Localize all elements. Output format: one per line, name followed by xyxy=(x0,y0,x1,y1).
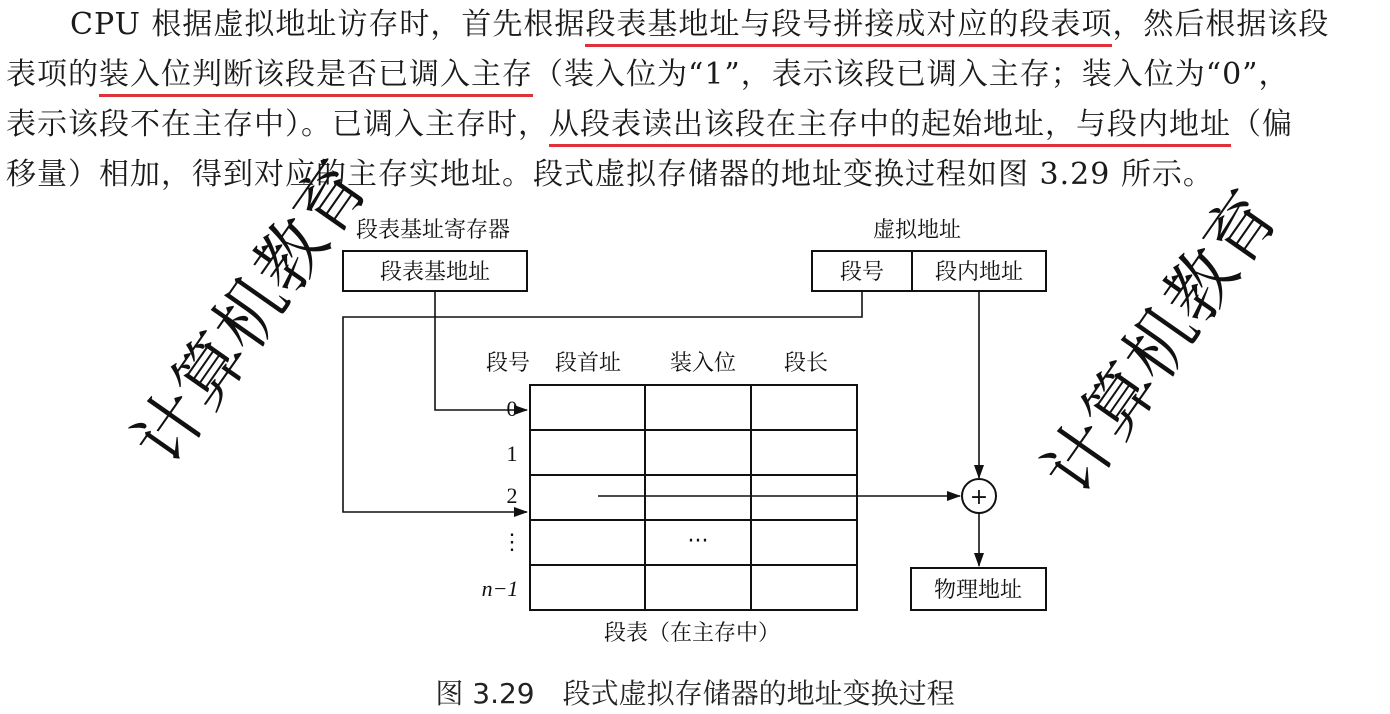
row-label-last: n−1 xyxy=(481,576,519,601)
line3-text-a: 表示该段不在主存中）。已调入主存时， xyxy=(6,107,549,142)
header-present-bit: 装入位 xyxy=(669,351,737,376)
line1-highlight: 段表基地址与段号拼接成对应的段表项 xyxy=(585,7,1112,47)
seg-base-field: 段表基地址 xyxy=(379,260,491,285)
table-ellipsis: ··· xyxy=(687,529,709,554)
adder-symbol: + xyxy=(969,485,989,510)
row-label-0: 0 xyxy=(506,396,518,421)
line2-highlight: 装入位判断该段是否已调入主存 xyxy=(99,57,533,97)
header-seg-start: 段首址 xyxy=(554,351,622,376)
line1-text-a: CPU 根据虚拟地址访存时，首先根据 xyxy=(70,7,586,42)
line2-text-c: （装入位为“1”，表示该段已调入主存；装入位为“0”， xyxy=(533,57,1290,92)
line1-text-c: ，然后根据该段 xyxy=(1112,7,1330,42)
virtual-address-label: 虚拟地址 xyxy=(872,218,962,243)
line3-highlight: 从段表读出该段在主存中的起始地址，与段内地址 xyxy=(549,107,1231,147)
watermark-text-right: 计算机教育 xyxy=(1026,176,1295,510)
header-seg-number: 段号 xyxy=(485,351,531,376)
segment-table xyxy=(530,385,857,610)
seg-base-register-label: 段表基址寄存器 xyxy=(355,218,511,243)
row-label-2: 2 xyxy=(506,483,518,508)
figure-caption: 图 3.29 段式虚拟存储器的地址变换过程 xyxy=(435,677,955,710)
physical-address-label: 物理地址 xyxy=(933,578,1023,603)
row-label-1: 1 xyxy=(506,441,518,466)
line2-text-a: 表项的 xyxy=(6,57,99,92)
line4-text: 移量）相加，得到对应的主存实地址。段式虚拟存储器的地址变换过程如图 3.29 所示。 xyxy=(6,157,1214,192)
row-label-vdots: ⋮ xyxy=(501,529,523,554)
header-seg-length: 段长 xyxy=(783,351,829,376)
watermark-text-left: 计算机教育 xyxy=(116,146,385,480)
seg-number-index-arrow xyxy=(343,291,862,512)
offset-field: 段内地址 xyxy=(934,260,1024,285)
line3-text-c: （偏 xyxy=(1231,107,1293,142)
seg-number-field: 段号 xyxy=(839,260,885,285)
watermark xyxy=(117,146,1295,510)
table-caption: 段表（在主存中） xyxy=(603,621,781,646)
